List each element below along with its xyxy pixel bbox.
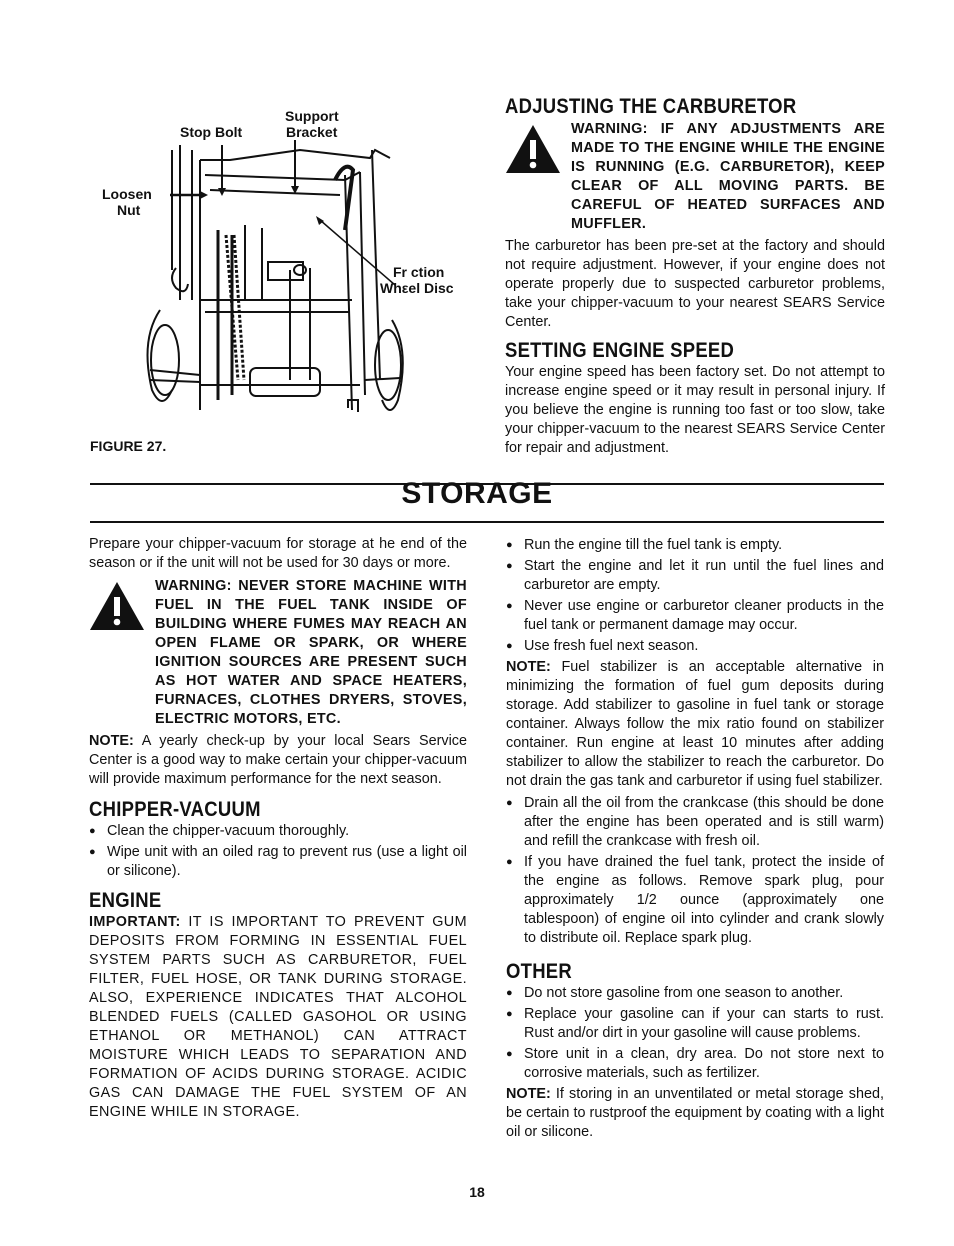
storage-rule-bottom: [90, 521, 884, 523]
storage-title: STORAGE: [401, 477, 553, 510]
list-item: ● Never use engine or carburetor cleaner products in the fuel tank or permanent damage may occur.: [506, 597, 884, 635]
list-item: ● Run the engine till the fuel tank is empty.: [506, 536, 884, 555]
adjusting-heading: ADJUSTING THE CARBURETOR: [505, 95, 797, 118]
list-item: ● Store unit in a clean, dry area. Do not store next to corrosive materials, such as fertilizer.: [506, 1045, 884, 1083]
figure-caption: FIGURE 27.: [90, 438, 167, 454]
engine-important-label: IMPORTANT:: [89, 914, 181, 930]
chipper-heading: CHIPPER-VACUUM: [89, 798, 261, 821]
storage-warning: [89, 577, 467, 729]
speed-heading: SETTING ENGINE SPEED: [505, 339, 735, 362]
list-item: ● If you have drained the fuel tank, protect the inside of the engine as follows. Remove spark plug, pour approximately 1/2 ounce (approximately one tablespoon) of engine oil into cylinder and crank slowly to distribute oil. Replace spark plug.: [506, 853, 884, 948]
other-note: [506, 1085, 884, 1142]
storage-right-column: [506, 536, 884, 1142]
fuel-list: [506, 536, 884, 656]
adjusting-warning: [505, 120, 885, 234]
storage-warning-text: WARNING: NEVER STORE MACHINE WITH FUEL IN THE FUEL TANK INSIDE OF BUILDING WHERE FUMES MAY REACH AN OPEN FLAME OR SPARK, OR WHERE IGNITION SOURCES ARE PRESENT SUCH AS HOT WATER AND SPACE HEATERS, FURNACES, CLOTHES DRYERS, STOVES, ELECTRIC MOTORS, ETC.: [155, 578, 467, 727]
engine-heading: ENGINE: [89, 889, 162, 912]
list-item: ● Drain all the oil from the crankcase (this should be done after the engine has been operated and is still warm) and refill the crankcase with fresh oil.: [506, 794, 884, 851]
list-item: ● Start the engine and let it run until the fuel lines and carburetor are empty.: [506, 557, 884, 595]
label-stop-bolt: Stop Bolt: [180, 124, 243, 140]
stabilizer-note-label: NOTE:: [506, 659, 551, 675]
page-number: 18: [469, 1184, 485, 1200]
storage-left-column: [89, 535, 467, 1122]
list-item: ● Replace your gasoline can if your can starts to rust. Rust and/or dirt in your gasoline will cause problems.: [506, 1005, 884, 1043]
storage-intro: Prepare your chipper-vacuum for storage at he end of the season or if the unit will not be used for 30 days or more.: [89, 536, 467, 571]
list-item: ● Wipe unit with an oiled rag to prevent rus (use a light oil or silicone).: [89, 843, 467, 881]
stabilizer-note-text: Fuel stabilizer is an acceptable alternative in minimizing the formation of fuel gum deposits during storage. Add stabilizer to gasoline in fuel tank or storage container. Always follow the mix ratio found on stabilizer container. Run engine at least 10 minutes after adding stabilizer to allow the stabilizer to reach the carburetor. Do not drain the gas tank and carburetor if using fuel stabilizer.: [506, 659, 884, 789]
list-item: ● Use fresh fuel next season.: [506, 637, 884, 656]
warning-triangle-icon: [505, 124, 561, 174]
list-item: ● Do not store gasoline from one season to another.: [506, 984, 884, 1003]
stabilizer-note: [506, 658, 884, 791]
label-support: Support: [285, 108, 339, 124]
adjusting-carburetor-section: [505, 95, 885, 458]
speed-body: Your engine speed has been factory set. Do not attempt to increase engine speed or it may result in personal injury. If you believe the engine is running too fast or too slow, take your chipper-vacuum to the nearest SEARS Service Center for repair and adjustment.: [505, 364, 885, 456]
list-item: ● Clean the chipper-vacuum thoroughly.: [89, 822, 467, 841]
label-wheel-disc: Whεel Disc: [380, 280, 454, 296]
warning-triangle-icon: [89, 581, 145, 631]
other-heading: OTHER: [506, 960, 572, 983]
other-note-text: If storing in an unventilated or metal storage shed, be certain to rustproof the equipment by coating with a light oil or silicone.: [506, 1086, 884, 1140]
other-note-label: NOTE:: [506, 1086, 551, 1102]
adjusting-body: The carburetor has been pre-set at the factory and should not require adjustment. However, if your engine does not operate properly due to suspected carburetor problems, take your chipper-vacuum to your nearest SEARS Service Center.: [505, 238, 885, 330]
adjusting-warning-text: WARNING: IF ANY ADJUSTMENTS ARE MADE TO THE ENGINE WHILE THE ENGINE IS RUNNING (E.G. CARBURETOR), KEEP CLEAR OF ALL MOVING PARTS. BE CAREFUL OF HEATED SURFACES AND MUFFLER.: [571, 121, 885, 232]
engine-important: [89, 913, 467, 1122]
engine-important-text: IT IS IMPORTANT TO PREVENT GUM DEPOSITS FROM FORMING IN ESSENTIAL FUEL SYSTEM PARTS SUCH AS CARBURETOR, FUEL FILTER, FUEL HOSE, OR TANK DURING STORAGE. ALSO, EXPERIENCE INDICATES THAT ALCOHOL BLENDED FUELS (CALLED GASOHOL OR USING ETHANOL OR METHANOL) CAN ATTRACT MOISTURE WHICH LEADS TO SEPARATION AND FORMATION OF ACIDS DURING STORAGE. ACIDIC GAS CAN DAMAGE THE FUEL SYSTEM OF AN ENGINE WHILE IN STORAGE.: [89, 914, 467, 1120]
storage-note: [89, 732, 467, 789]
label-bracket: Bracket: [286, 124, 338, 140]
label-loosen: Loosen: [102, 186, 152, 202]
oil-list: [506, 794, 884, 948]
storage-note-label: NOTE:: [89, 733, 134, 749]
label-nut: Nut: [117, 202, 141, 218]
other-list: [506, 984, 884, 1083]
chipper-list: [89, 822, 467, 881]
label-friction: Fr ction: [393, 264, 445, 280]
storage-note-text: A yearly check-up by your local Sears Service Center is a good way to make certain your chipper-vacuum will provide maximum performance for the next season.: [89, 733, 467, 787]
